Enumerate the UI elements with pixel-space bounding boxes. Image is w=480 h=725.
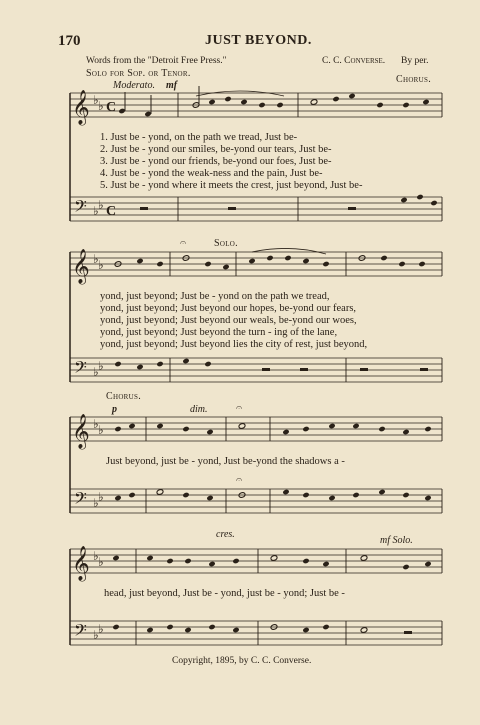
svg-text:♭: ♭ <box>98 258 104 272</box>
verse-cont-line-5: yond, just beyond; Just beyond lies the city of rest, just beyond, <box>100 339 368 350</box>
verse-cont-line-1: yond, just beyond; Just be - yond on the path we tread, <box>100 291 330 302</box>
hymn-title: JUST BEYOND. <box>205 33 312 48</box>
svg-text:♭: ♭ <box>93 204 99 218</box>
svg-text:𝄞: 𝄞 <box>72 414 90 449</box>
svg-text:𝄐: 𝄐 <box>236 474 243 486</box>
chorus-lyric-2: head, just beyond, Just be - yond, just be - yond; Just be - <box>104 588 345 599</box>
svg-text:♭: ♭ <box>98 359 104 373</box>
svg-text:♭: ♭ <box>98 622 104 636</box>
verse-line-1: 1. Just be - yond, on the path we tread, Just be- <box>100 132 298 143</box>
tempo-marking: Moderato. <box>113 80 155 91</box>
solo-marking: Solo. <box>214 238 238 249</box>
svg-text:♭: ♭ <box>98 423 104 437</box>
verse-cont-line-3: yond, just beyond; Just beyond our weals, be-yond our woes, <box>100 315 357 326</box>
permission-note: By per. <box>401 56 429 66</box>
svg-text:𝄐: 𝄐 <box>236 402 243 414</box>
svg-text:♭: ♭ <box>98 99 104 113</box>
svg-text:♭: ♭ <box>93 365 99 379</box>
svg-text:♭: ♭ <box>93 549 99 563</box>
verse-cont-line-4: yond, just beyond; Just beyond the turn - ing of the lane, <box>100 327 338 338</box>
svg-text:𝄢: 𝄢 <box>74 488 87 512</box>
svg-text:𝄐: 𝄐 <box>180 237 187 249</box>
verse-line-4: 4. Just be - yond the weak-ness and the pain, Just be- <box>100 168 323 179</box>
dynamic-mf-solo: mf Solo. <box>380 535 413 546</box>
svg-text:C: C <box>106 100 117 115</box>
chorus-label: Chorus. <box>106 391 141 402</box>
svg-text:C: C <box>106 204 117 219</box>
dynamic-dim: dim. <box>190 404 208 415</box>
svg-text:𝄞: 𝄞 <box>72 90 90 125</box>
dynamic-cres: cres. <box>216 529 235 540</box>
svg-text:𝄢: 𝄢 <box>74 196 87 220</box>
svg-text:♭: ♭ <box>98 198 104 212</box>
dynamic-mf: mf <box>166 80 178 91</box>
svg-text:♭: ♭ <box>93 496 99 510</box>
copyright-notice: Copyright, 1895, by C. C. Converse. <box>172 656 312 666</box>
verse-line-3: 3. Just be - yond our friends, be-yond our foes, Just be- <box>100 156 332 167</box>
svg-text:♭: ♭ <box>93 93 99 107</box>
svg-text:♭: ♭ <box>98 555 104 569</box>
chorus-lyric-1: Just beyond, just be - yond, Just be-yond the shadows a - <box>106 456 345 467</box>
composer-credit: C. C. Converse. <box>322 56 386 66</box>
voicing-label: Solo for Sop. or Tenor. <box>86 68 191 79</box>
svg-text:♭: ♭ <box>98 490 104 504</box>
svg-text:𝄢: 𝄢 <box>74 620 87 644</box>
svg-text:♭: ♭ <box>93 252 99 266</box>
chorus-marking-top: Chorus. <box>396 74 431 85</box>
verse-line-5: 5. Just be - yond where it meets the crest, just beyond, Just be- <box>100 180 363 191</box>
page-number: 170 <box>58 33 81 49</box>
words-credit: Words from the "Detroit Free Press." <box>86 56 227 66</box>
svg-text:𝄞: 𝄞 <box>72 249 90 284</box>
svg-text:𝄢: 𝄢 <box>74 357 87 381</box>
dynamic-p: p <box>112 404 117 415</box>
verse-cont-line-2: yond, just beyond; Just beyond our hopes, be-yond our fears, <box>100 303 357 314</box>
svg-text:♭: ♭ <box>93 417 99 431</box>
verse-line-2: 2. Just be - yond our smiles, be-yond our tears, Just be- <box>100 144 332 155</box>
svg-text:♭: ♭ <box>93 628 99 642</box>
svg-text:𝄞: 𝄞 <box>72 546 90 581</box>
